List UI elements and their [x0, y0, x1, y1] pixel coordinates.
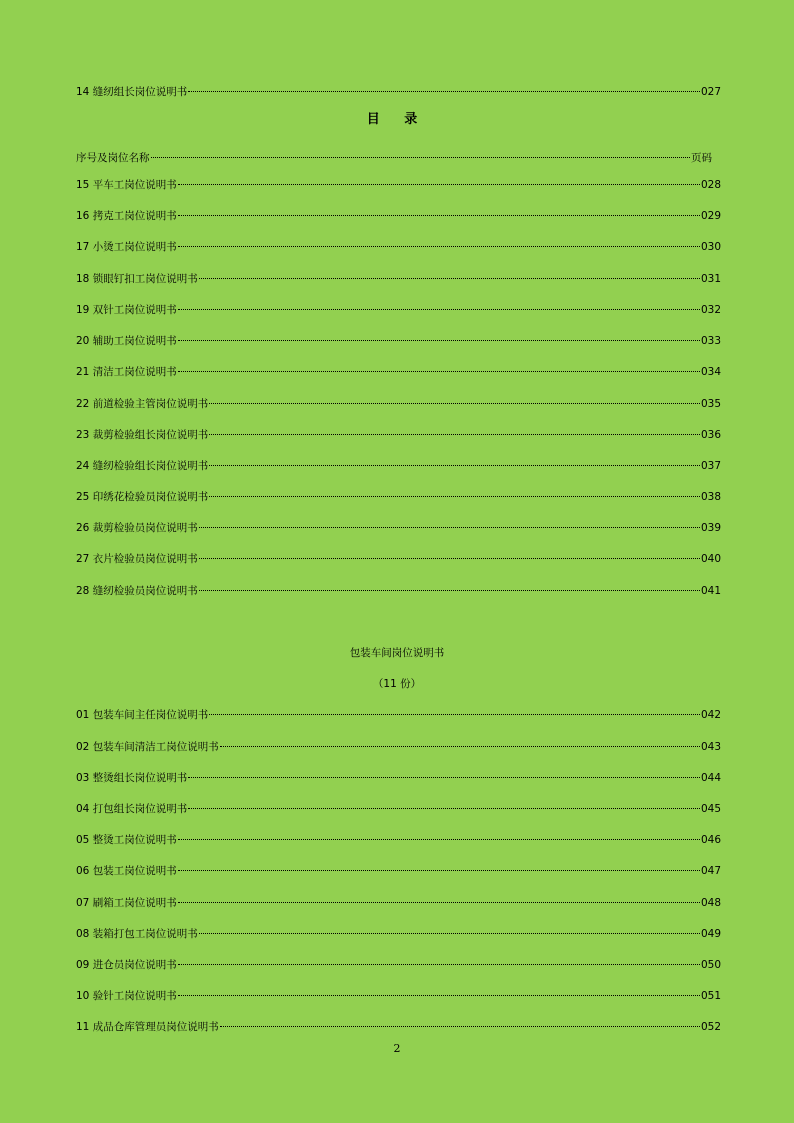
toc-entry — [76, 707, 721, 723]
toc-entry-label: 24 缝纫检验组长岗位说明书 — [76, 460, 209, 472]
toc-header-page: 页码 — [691, 152, 712, 164]
dot-leader — [178, 309, 700, 310]
dot-leader — [188, 808, 700, 809]
toc-entry-page: 032 — [700, 304, 721, 316]
toc-entry — [76, 239, 721, 255]
toc-entry-page: 028 — [700, 179, 721, 191]
toc-entry-page: 051 — [700, 990, 721, 1002]
toc-entry-page: 027 — [700, 86, 721, 98]
toc-entry-label: 05 整烫工岗位说明书 — [76, 834, 177, 846]
toc-entry — [76, 988, 721, 1004]
dot-leader — [178, 215, 700, 216]
toc-entry — [76, 396, 721, 412]
section-title: 包装车间岗位说明书 — [349, 647, 445, 659]
toc-entry — [76, 895, 721, 911]
toc-entry-label: 01 包装车间主任岗位说明书 — [76, 709, 209, 721]
toc-entry-label: 21 清洁工岗位说明书 — [76, 366, 177, 378]
toc-entry-page: 029 — [700, 210, 721, 222]
toc-entry-page: 034 — [700, 366, 721, 378]
toc-entry-page: 035 — [700, 398, 721, 410]
toc-title: 目 录 — [366, 112, 428, 127]
toc-entry-label: 06 包装工岗位说明书 — [76, 865, 177, 877]
toc-entry-label: 14 缝纫组长岗位说明书 — [76, 86, 188, 98]
toc-header — [76, 150, 712, 166]
dot-leader — [209, 434, 700, 435]
toc-entry-label: 16 拷克工岗位说明书 — [76, 210, 177, 222]
toc-entry-label: 22 前道检验主管岗位说明书 — [76, 398, 209, 410]
toc-entry-label: 17 小烫工岗位说明书 — [76, 241, 177, 253]
dot-leader — [188, 91, 700, 92]
toc-entry-page: 036 — [700, 429, 721, 441]
toc-entry-page: 048 — [700, 897, 721, 909]
section-count: （11 份） — [372, 678, 422, 690]
toc-entry-label: 02 包装车间清洁工岗位说明书 — [76, 741, 219, 753]
toc-entry-page: 040 — [700, 553, 721, 565]
dot-leader — [209, 714, 700, 715]
dot-leader — [199, 278, 700, 279]
toc-entry-page: 030 — [700, 241, 721, 253]
toc-entry-label: 10 验针工岗位说明书 — [76, 990, 177, 1002]
toc-entry — [76, 770, 721, 786]
toc-entry — [76, 177, 721, 193]
toc-entry-page: 045 — [700, 803, 721, 815]
toc-entry-label: 18 锁眼钉扣工岗位说明书 — [76, 273, 198, 285]
toc-entry-label: 28 缝纫检验员岗位说明书 — [76, 585, 198, 597]
dot-leader — [178, 902, 700, 903]
dot-leader — [178, 371, 700, 372]
dot-leader — [178, 995, 700, 996]
toc-entry — [76, 801, 721, 817]
toc-entry — [76, 583, 721, 599]
toc-entry-label: 07 刷箱工岗位说明书 — [76, 897, 177, 909]
toc-entry-page: 033 — [700, 335, 721, 347]
dot-leader — [220, 746, 700, 747]
toc-entry — [76, 208, 721, 224]
toc-entry-page: 041 — [700, 585, 721, 597]
toc-entry-label: 11 成品仓库管理员岗位说明书 — [76, 1021, 219, 1033]
toc-entry-page: 047 — [700, 865, 721, 877]
toc-entry-label: 04 打包组长岗位说明书 — [76, 803, 188, 815]
dot-leader — [178, 246, 700, 247]
dot-leader — [209, 496, 700, 497]
toc-entry-page: 050 — [700, 959, 721, 971]
toc-entry — [76, 926, 721, 942]
dot-leader — [199, 527, 700, 528]
toc-entry — [76, 427, 721, 443]
toc-entry-label: 03 整烫组长岗位说明书 — [76, 772, 188, 784]
toc-entry — [76, 84, 721, 100]
toc-entry-page: 044 — [700, 772, 721, 784]
toc-entry-label: 23 裁剪检验组长岗位说明书 — [76, 429, 209, 441]
dot-leader — [151, 157, 691, 158]
toc-entry-label: 27 衣片检验员岗位说明书 — [76, 553, 198, 565]
dot-leader — [199, 558, 700, 559]
dot-leader — [178, 839, 700, 840]
toc-entry — [76, 333, 721, 349]
toc-entry-label: 19 双针工岗位说明书 — [76, 304, 177, 316]
toc-header-label: 序号及岗位名称 — [76, 152, 150, 164]
toc-entry-label: 20 辅助工岗位说明书 — [76, 335, 177, 347]
toc-entry — [76, 489, 721, 505]
page-number: 2 — [393, 1042, 401, 1055]
toc-entry — [76, 364, 721, 380]
dot-leader — [178, 340, 700, 341]
toc-entry — [76, 957, 721, 973]
dot-leader — [188, 777, 700, 778]
toc-entry — [76, 520, 721, 536]
toc-entry-label: 08 装箱打包工岗位说明书 — [76, 928, 198, 940]
toc-entry-page: 039 — [700, 522, 721, 534]
toc-entry — [76, 832, 721, 848]
toc-entry — [76, 739, 721, 755]
toc-entry — [76, 458, 721, 474]
toc-entry — [76, 271, 721, 287]
dot-leader — [209, 465, 700, 466]
toc-entry-label: 15 平车工岗位说明书 — [76, 179, 177, 191]
toc-entry-page: 042 — [700, 709, 721, 721]
toc-entry-page: 037 — [700, 460, 721, 472]
toc-entry-label: 09 进仓员岗位说明书 — [76, 959, 177, 971]
toc-entry-label: 26 裁剪检验员岗位说明书 — [76, 522, 198, 534]
toc-entry-page: 049 — [700, 928, 721, 940]
dot-leader — [178, 964, 700, 965]
dot-leader — [199, 933, 700, 934]
toc-entry-page: 046 — [700, 834, 721, 846]
toc-entry-label: 25 印绣花检验员岗位说明书 — [76, 491, 209, 503]
toc-entry — [76, 1019, 721, 1035]
toc-entry-page: 031 — [700, 273, 721, 285]
dot-leader — [178, 184, 700, 185]
dot-leader — [220, 1026, 700, 1027]
toc-entry-page: 043 — [700, 741, 721, 753]
toc-entry-page: 052 — [700, 1021, 721, 1033]
toc-entry-page: 038 — [700, 491, 721, 503]
dot-leader — [199, 590, 700, 591]
toc-entry — [76, 302, 721, 318]
dot-leader — [209, 403, 700, 404]
toc-entry — [76, 863, 721, 879]
toc-entry — [76, 551, 721, 567]
dot-leader — [178, 870, 700, 871]
